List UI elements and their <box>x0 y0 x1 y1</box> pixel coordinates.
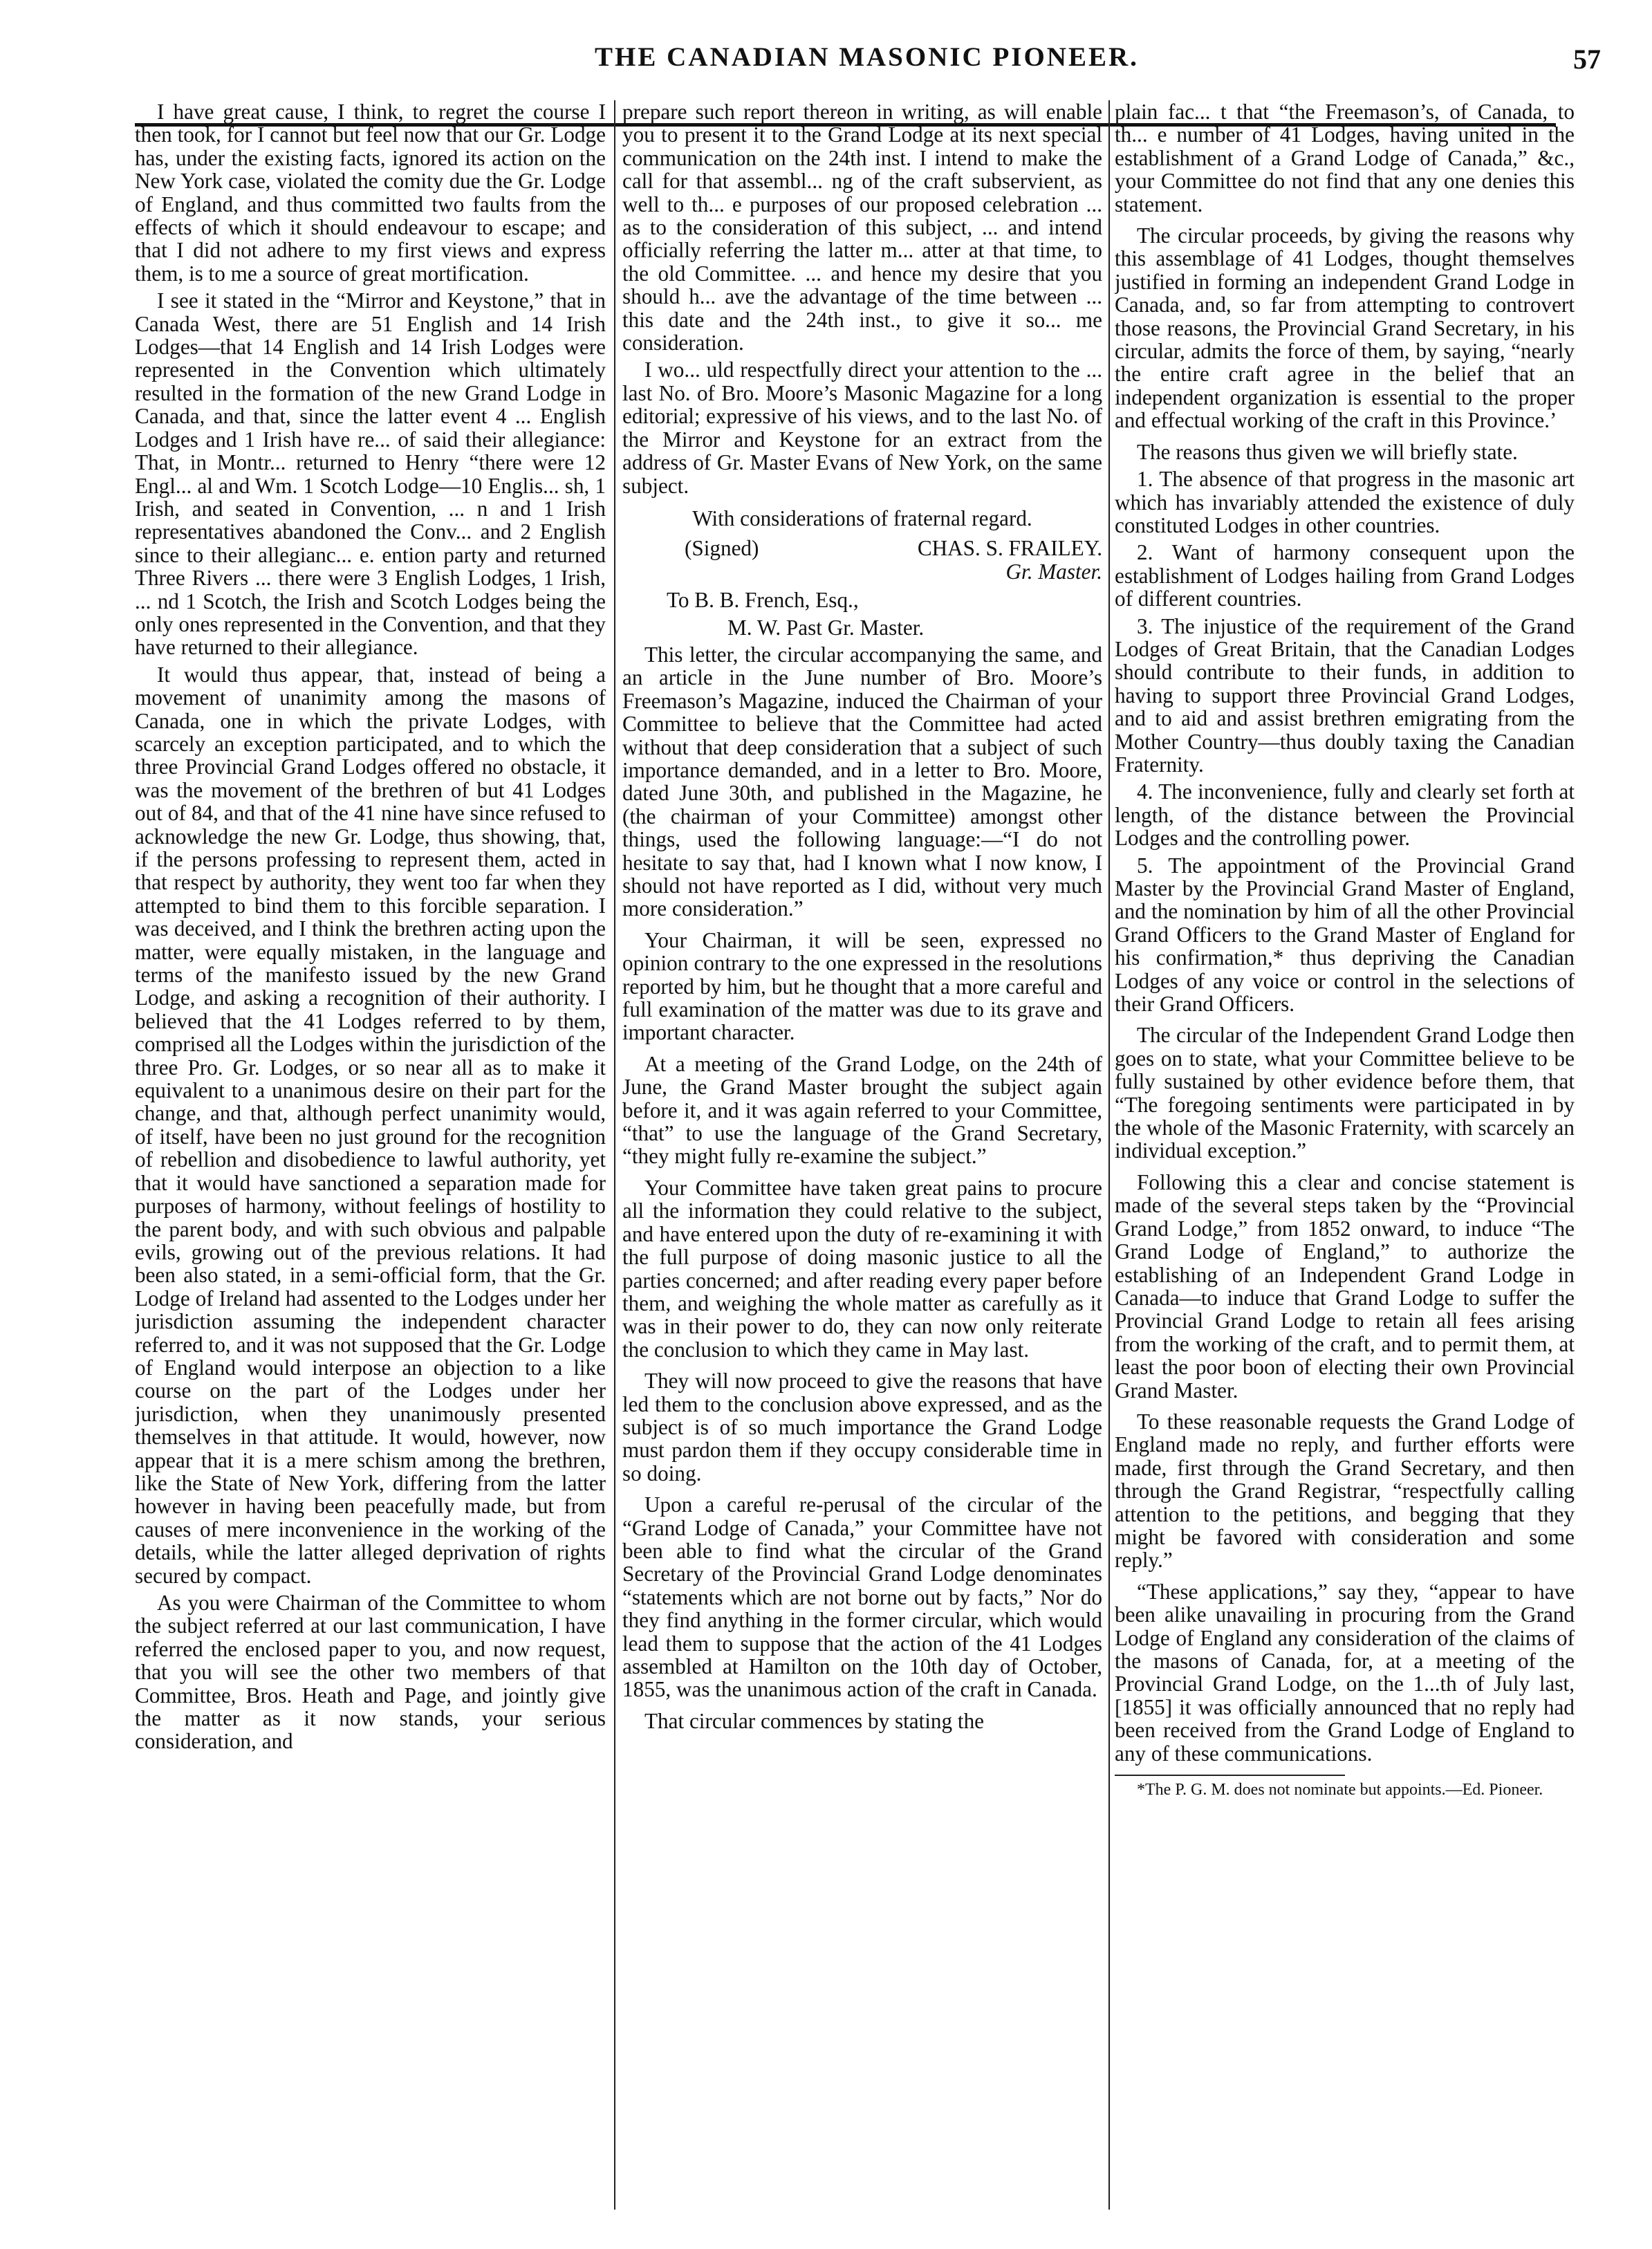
paragraph: It would thus appear, that, instead of being a movement of unanimity among the masons of Canada, one in which the private Lodges, with scarcely an exception participated, and to which the three Provincial Grand Lodges offered no obstacle, it was the movement of the brethren of but 41 Lodges out of 84, and that of the 41 nine have since refused to acknowledge the new Gr. Lodge, thus showing, that, if the persons professing to represent them, acted in that respect by authority, they went too far when they attempted to bind them to this forcible separation. I was deceived, and I think the brethren acting upon the matter, were equally mistaken, in the language and terms of the manifesto issued by the new Grand Lodge, and asking a recognition of their authority. I believed that the 41 Lodges referred to by them, comprised all the Lodges within the jurisdiction of the three Pro. Gr. Lodges, or so near all as to make it equivalent to a unanimous desire on their part for the change, and that, although perfect unanimity would, of itself, have been no just ground for the recognition of rebellion and disobedience to lawful authority, yet that it would have sanctioned a separation made for purposes of harmony, without feelings of hostility to the parent body, and with such obvious and palpable evils, growing out of the previous relations. It had been also stated, in a semi-official form, that the Gr. Lodge of Ireland had assented to the Lodges under her jurisdiction assuming the independent character referred to, and it was not supposed that the Gr. Lodge of England would interpose an objection to a like course on the part of the Lodges under her jurisdiction, when they unanimously presented themselves in that attitude. It would, however, now appear that it is a mere schism among the brethren, like the State of New York, differing from the latter however in having been peacefully made, but from causes of mere inconvenience in the working of the details, while the latter alleged deprivation of rights secured by compact. <box>135 662 606 1588</box>
paragraph: That circular commences by stating the <box>644 1708 985 1733</box>
paragraph: prepare such report thereon in writing, as will enable you to present it to the Grand Lodge at its next special communication on the 24th inst. I intend to make the call for that assembl... ng of the craft subservient, as well to th... e purposes of our proposed celebration ... as to the consideration of this subject, ... and intend officially referring the latter m... atter at that time, to the old Committee. ... and hence my desire that you should h... ave the advantage of the time between ... this date and the 24th inst., to give it so... me consideration. <box>622 100 1102 355</box>
signer-name: CHAS. S. FRAILEY. <box>917 536 1102 561</box>
list-item: 5. The appointment of the Provincial Grand Master by the Provincial Grand Master of England, and the nomination by him of all the other Provincial Grand Officers to the Grand Master of England for his confirmation,* thus depriving the Canadian Lodges of any voice or control in the selections of their Grand Officers. <box>1115 853 1575 1017</box>
closing-line: With considerations of fraternal regard. <box>692 506 1032 530</box>
list-item: 3. The injustice of the requirement of the Grand Lodges of Great Britain, that the Canadian Lodges should contribute to their funds, in addition to having to support three Provincial Grand Lodges, and to aid and assist brethren emigrating from the Mother Country—thus doubly taxing the Canadian Fraternity. <box>1115 613 1575 777</box>
paragraph: “These applications,” say they, “appear to have been alike unavailing in procuring from the Grand Lodge of England any consideration of the claims of the masons of Canada, for, at a meeting of the Provincial Grand Lodge, on the 1...th of July last, [1855] it was officially announced that no reply had been received from the Grand Lodge of England to any of these communications. <box>1115 1579 1575 1766</box>
list-item: 2. Want of harmony consequent upon the establishment of Lodges hailing from Grand Lodges of different countries. <box>1115 540 1575 611</box>
footnote-rule <box>1115 1775 1345 1776</box>
paragraph: I have great cause, I think, to regret the course I then took, for I cannot but feel now that our Gr. Lodge has, under the existing facts, ignored its action on the New York case, violated the comity due the Gr. Lodge of England, and thus committed two faults from the effects of which it should endeavour to escape; and that I did not adhere to my first views and express them, is to me a source of great mortification. <box>135 100 606 286</box>
paragraph: Following this a clear and concise statement is made of the several steps taken by the “Provincial Grand Lodge,” from 1852 onward, to induce “The Grand Lodge of England,” to authorize the establishing of an Independent Grand Lodge in Canada—to induce that Grand Lodge to suffer the Provincial Grand Lodge to retain all fees arising from the working of the craft, and to permit them, at least the poor boon of electing their own Provincial Grand Master. <box>1115 1169 1575 1403</box>
paragraph: They will now proceed to give the reasons that have led them to the conclusion above expressed, and as the subject is of so much importance the Grand Lodge must pardon them if they occupy considerable time in so doing. <box>622 1369 1102 1486</box>
paragraph: To these reasonable requests the Grand Lodge of England made no reply, and further efforts were made, first through the Grand Secretary, and then through the Grand Registrar, “respectfully calling attention to the petitions, and begging that they might be favored with consideration and some reply.” <box>1115 1409 1575 1573</box>
footnote: *The P. G. M. does not nominate but appoints.—Ed. Pioneer. <box>1137 1781 1543 1799</box>
list-item: 4. The inconvenience, fully and clearly set forth at length, of the distance between the Provincial Lodges and the controlling power. <box>1115 779 1575 851</box>
list-item: 1. The absence of that progress in the masonic art which has invariably attended the existence of duly constituted Lodges in other countries. <box>1115 467 1575 537</box>
page-header <box>0 41 1652 90</box>
paragraph: The circular proceeds, by giving the reasons why this assemblage of 41 Lodges, thought themselves justified in forming an independent Grand Lodge in Canada, and, so far from attempting to controvert those reasons, the Provincial Grand Secretary, in his circular, admits the force of them, by saying, “nearly the entire craft agree in the belief that an independent organization is essential to the proper and effectual working of the craft in this Province.’ <box>1115 223 1575 433</box>
column-left <box>135 100 606 2210</box>
paragraph: Upon a careful re-perusal of the circular of the “Grand Lodge of Canada,” your Committee have not been able to find what the circular of the Grand Secretary of the Provincial Grand Lodge denominates “statements which are not borne out by facts,” Nor do they find anything in the former circular, which would lead them to suppose that the action of the 41 Lodges assembled at Hamilton on the 10th day of October, 1855, was the unanimous action of the craft in Canada. <box>622 1492 1102 1702</box>
signer-title: Gr. Master. <box>1005 559 1102 584</box>
column-divider <box>1108 100 1110 2210</box>
address-line: To B. B. French, Esq., <box>667 588 859 613</box>
column-middle <box>622 100 1102 2210</box>
column-right <box>1115 100 1575 2210</box>
paragraph: Your Committee have taken great pains to procure all the information they could relative to the subject, and have entered upon the duty of re-examining it with the full purpose of doing masonic justice to all the parties concerned; and after reading every paper before them, and weighing the whole matter as carefully as it was in their power to do, they can now only reiterate the conclusion to which they came in May last. <box>622 1175 1102 1362</box>
running-title: THE CANADIAN MASONIC PIONEER. <box>595 42 1139 72</box>
paragraph: As you were Chairman of the Committee to whom the subject referred at our last communication, I have referred the enclosed paper to you, and now request, that you will see the other two members of that Committee, Bros. Heath and Page, and jointly give the matter as it now stands, your serious consideration, and <box>135 1591 606 1754</box>
paragraph: At a meeting of the Grand Lodge, on the 24th of June, the Grand Master brought the subject again before it, and it was again referred to your Committee, “that” to use the language of the Grand Secretary, “they might fully re-examine the subject.” <box>622 1051 1102 1169</box>
address-line: M. W. Past Gr. Master. <box>727 615 925 640</box>
paragraph: I see it stated in the “Mirror and Keystone,” that in Canada West, there are 51 English and 14 Irish Lodges—that 14 English and 14 Irish Lodges were represented in the Convention which ultimately resulted in the formation of the new Grand Lodge in Canada, and that, since the latter event 4 ... English Lodges and 1 Irish have re... of said their allegiance: That, in Montr... returned to Henry “there were 12 Engl... al and Wm. 1 Scotch Lodge—10 Englis... sh, 1 Irish, and seated in Convention, ... n and 1 Irish representatives abandoned the Conv... and 2 English since to their allegianc... e. ention party and returned Three Rivers ... there were 3 English Lodges, 1 Irish, ... nd 1 Scotch, the Irish and Scotch Lodges being the only ones represented in the Convention, and that they have returned to their allegiance. <box>135 288 606 660</box>
paragraph: The circular of the Independent Grand Lodge then goes on to state, what your Committee believe to be fully sustained by other evidence before them, that “The foregoing sentiments were participated in by the whole of the Masonic Fraternity, with scarcely an individual exception.” <box>1115 1023 1575 1163</box>
paragraph: Your Chairman, it will be seen, expressed no opinion contrary to the one expressed in the resolutions reported by him, but he thought that a more careful and full examination of the matter was due to its grave and important character. <box>622 927 1102 1045</box>
paragraph: This letter, the circular accompanying the same, and an article in the June number of Bro. Moore’s Freemason’s Magazine, induced the Chairman of your Committee to believe that the Committee had acted without that deep consideration that a subject of such importance demanded, and in a letter to Bro. Moore, dated June 30th, and published in the Magazine, he (the chairman of your Committee) amongst other things, used the following language:—“I do not hesitate to say that, had I known what I now know, I should not have reported as I did, without very much more consideration.” <box>622 642 1102 921</box>
paragraph: plain fac... t that “the Freemason’s, of Canada, to th... e number of 41 Lodges, having united in the establishment of a Grand Lodge of Canada,” &c., your Committee do not find that any one denies this statement. <box>1115 100 1575 216</box>
column-divider <box>614 100 615 2210</box>
paragraph: The reasons thus given we will briefly state. <box>1137 439 1518 464</box>
paragraph: I wo... uld respectfully direct your attention to the ... last No. of Bro. Moore’s Masonic Magazine for a long editorial; expressive of his views, and to the last No. of the Mirror and Keystone for an extract from the address of Gr. Master Evans of New York, on the same subject. <box>622 358 1102 498</box>
signed-label: (Signed) <box>685 536 759 561</box>
signature-line <box>622 537 1102 559</box>
page-number: 57 <box>1573 44 1601 75</box>
